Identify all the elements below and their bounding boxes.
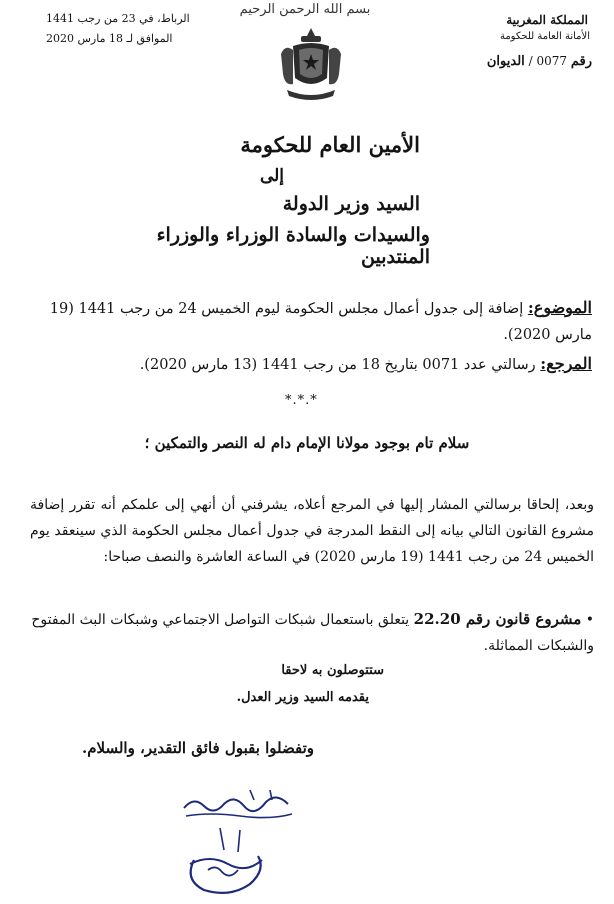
presentation-line-1: ستتوصلون به لاحقا xyxy=(281,663,384,678)
ref-separator: / xyxy=(528,54,533,68)
bill-item xyxy=(30,606,594,659)
ref-office: الديوان xyxy=(486,54,525,69)
closing-formula: وتفضلوا بقبول فائق التقدير، والسلام. xyxy=(82,739,314,757)
to-word: إلى xyxy=(259,166,285,186)
basmala: بسم الله الرحمن الرحيم xyxy=(239,2,371,17)
recipient-line-2: والسيدات والسادة الوزراء والوزراء المنتدبين xyxy=(156,224,430,268)
subject-label: الموضوع: xyxy=(527,298,592,317)
ref-number: 0077 xyxy=(536,54,568,68)
body-paragraph: وبعد، إلحاقا برسالتي المشار إليها في المرجع أعلاه، يشرفني أن أنهي إلى علمكم أنه تقرر إضافة مشروع القانون التالي بيانه إلى النقط المدرجة في جدول أعمال مجلس الحكومة الذي سينعقد يوم الخميس 24 من رجب 1441 (19 مارس 2020) في الساعة العاشرة والنصف صباحا: xyxy=(30,497,594,565)
reference-label: المرجع: xyxy=(540,354,592,373)
bill-title: مشروع قانون رقم 22.20 xyxy=(413,610,582,628)
sender-title: الأمين العام للحكومة xyxy=(240,132,420,157)
royal-emblem-icon xyxy=(277,24,345,104)
secretariat-name: الأمانة العامة للحكومة xyxy=(499,31,590,42)
reference-text: رسالتي عدد 0071 بتاريخ 18 من رجب 1441 (13 مارس 2020). xyxy=(139,357,536,373)
ref-label: رقم xyxy=(570,54,592,69)
greeting: سلام تام بوجود مولانا الإمام دام له النصر والتمكين ؛ xyxy=(144,434,470,452)
reference-number-line xyxy=(487,54,592,69)
signature-handwriting xyxy=(180,820,270,900)
date-gregorian: الموافق لـ 18 مارس 2020 xyxy=(46,32,173,45)
bullet-icon: • xyxy=(585,612,594,628)
date-hijri: الرباط، في 23 من رجب 1441 xyxy=(46,12,190,25)
subject-block xyxy=(36,295,592,348)
separator: *.*.* xyxy=(285,393,318,408)
bill-description: يتعلق باستعمال شبكات التواصل الاجتماعي وشبكات البث المفتوح والشبكات المماثلة. xyxy=(31,612,594,654)
kingdom-name: المملكة المغربية xyxy=(506,13,588,27)
presentation-line-2: يقدمه السيد وزير العدل. xyxy=(236,690,369,705)
recipient-line-1: السيد وزير الدولة xyxy=(282,193,420,215)
subject-text: إضافة إلى جدول أعمال مجلس الحكومة ليوم الخميس 24 من رجب 1441 (19 مارس 2020). xyxy=(49,301,592,343)
reference-block xyxy=(36,354,592,373)
